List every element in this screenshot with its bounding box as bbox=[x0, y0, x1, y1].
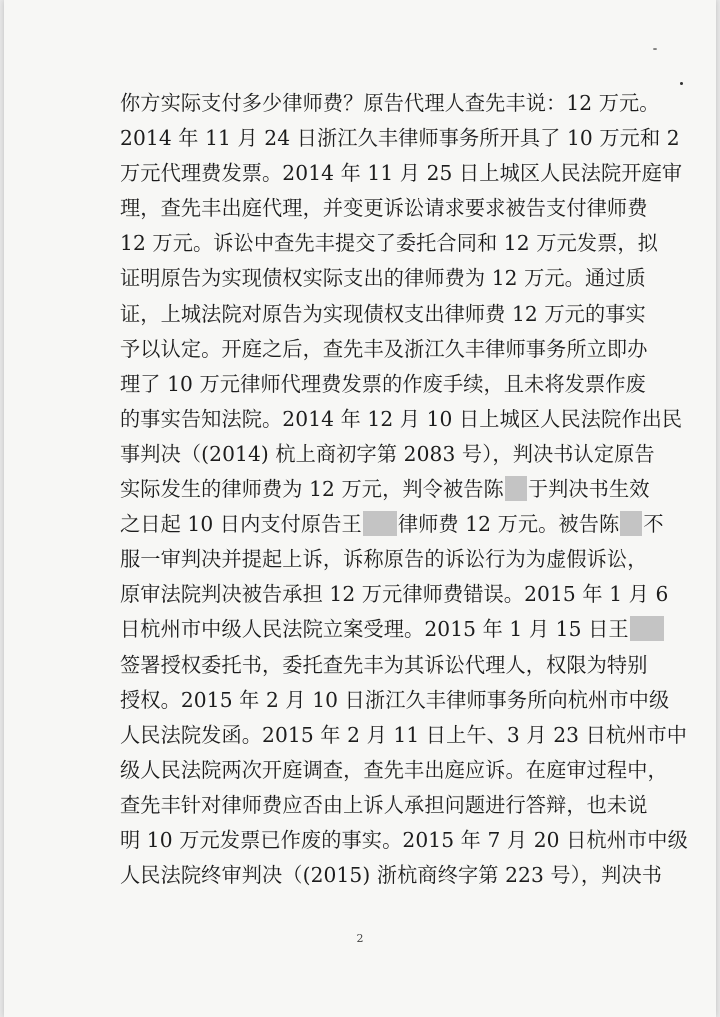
redaction-box bbox=[505, 476, 527, 501]
text-line: 万元代理费发票。2014 年 11 月 25 日上城区人民法院开庭审 bbox=[120, 161, 683, 186]
text-line: 理，查先丰出庭代理，并变更诉讼请求要求被告支付律师费 bbox=[120, 196, 648, 221]
text-line: 之日起 10 日内支付原告王 律师费 12 万元。被告陈 不 bbox=[120, 512, 664, 537]
text-line: 明 10 万元发票已作废的事实。2015 年 7 月 20 日杭州市中级 bbox=[120, 827, 688, 852]
text-line: 证，上城法院对原告为实现债权支出律师费 12 万元的事实 bbox=[120, 301, 646, 326]
scan-speck bbox=[680, 82, 683, 85]
text-line: 原审法院判决被告承担 12 万元律师费错误。2015 年 1 月 6 bbox=[120, 582, 669, 607]
text-line: 授权。2015 年 2 月 10 日浙江久丰律师事务所向杭州市中级 bbox=[120, 687, 670, 712]
text-line: 级人民法院两次开庭调查，查先丰出庭应诉。在庭审过程中， bbox=[120, 757, 668, 782]
text-line: 签署授权委托书，委托查先丰为其诉讼代理人，权限为特别 bbox=[120, 652, 648, 677]
text-line: 2014 年 11 月 24 日浙江久丰律师事务所开具了 10 万元和 2 bbox=[120, 126, 680, 151]
text-line: 实际发生的律师费为 12 万元，判令被告陈 于判决书生效 bbox=[120, 477, 650, 502]
text-line: 证明原告为实现债权实际支出的律师费为 12 万元。通过质 bbox=[120, 266, 646, 291]
text-line: 查先丰针对律师费应否由上诉人承担问题进行答辩，也未说 bbox=[120, 792, 648, 817]
text-line: 予以认定。开庭之后，查先丰及浙江久丰律师事务所立即办 bbox=[120, 336, 648, 361]
text-line: 12 万元。诉讼中查先丰提交了委托合同和 12 万元发票，拟 bbox=[120, 231, 658, 256]
text-line: 你方实际支付多少律师费？原告代理人查先丰说：12 万元。 bbox=[120, 91, 660, 115]
document-page bbox=[4, 0, 716, 1017]
redaction-box bbox=[363, 511, 397, 536]
text-line: 理了 10 万元律师代理费发票的作废手续，且未将发票作废 bbox=[120, 371, 646, 396]
text-line: 日杭州市中级人民法院立案受理。2015 年 1 月 15 日王 bbox=[120, 612, 640, 647]
redaction-box bbox=[630, 616, 664, 641]
body-text bbox=[120, 86, 688, 893]
text-line: 服一审判决并提起上诉，诉称原告的诉讼行为为虚假诉讼， bbox=[120, 547, 648, 572]
redaction-box bbox=[620, 511, 642, 536]
scan-speck bbox=[653, 48, 657, 50]
text-line: 人民法院终审判决（(2015) 浙杭商终字第 223 号），判决书 bbox=[120, 863, 663, 888]
text-line: 事判决（(2014) 杭上商初字第 2083 号），判决书认定原告 bbox=[120, 441, 655, 466]
text-line: 的事实告知法院。2014 年 12 月 10 日上城区人民法院作出民 bbox=[120, 406, 683, 431]
text-line: 人民法院发函。2015 年 2 月 11 日上午、3 月 23 日杭州市中 bbox=[120, 722, 688, 747]
page-number: 2 bbox=[356, 932, 364, 945]
